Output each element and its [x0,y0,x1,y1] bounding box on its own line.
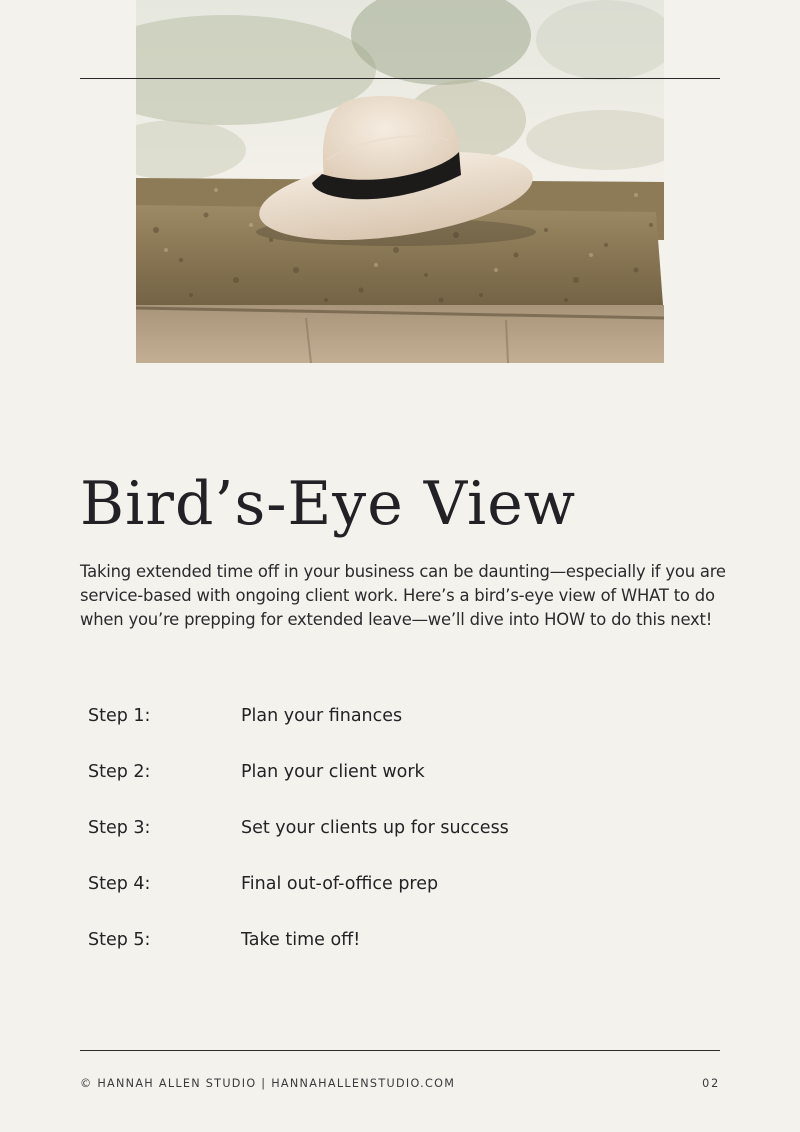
page-title: Bird’s-Eye View [80,469,577,539]
step-text: Plan your finances [241,706,403,726]
step-row [88,812,728,868]
footer-copyright: © HANNAH ALLEN STUDIO | HANNAHALLENSTUDIO.COM [80,1077,456,1090]
step-text: Plan your client work [241,762,425,782]
step-row [88,868,728,924]
intro-paragraph: Taking extended time off in your business can be daunting—especially if you are service-based with ongoing client work. Here’s a bird’s-eye view of WHAT to do when you’re prepping for extended leave—we’ll dive into HOW to do this next! [80,562,726,629]
step-label: Step 1: [88,706,151,726]
step-row [88,756,728,812]
step-label: Step 5: [88,930,151,950]
step-row [88,700,728,756]
steps-list [88,700,728,980]
bottom-divider [80,1050,720,1051]
step-text: Final out-of-office prep [241,874,439,894]
page-number: 02 [702,1077,720,1090]
step-text: Take time off! [241,930,361,950]
step-label: Step 4: [88,874,151,894]
step-text: Set your clients up for success [241,818,509,838]
top-divider [80,78,720,79]
step-row [88,924,728,980]
step-label: Step 3: [88,818,151,838]
step-label: Step 2: [88,762,151,782]
hero-photo [136,0,664,363]
